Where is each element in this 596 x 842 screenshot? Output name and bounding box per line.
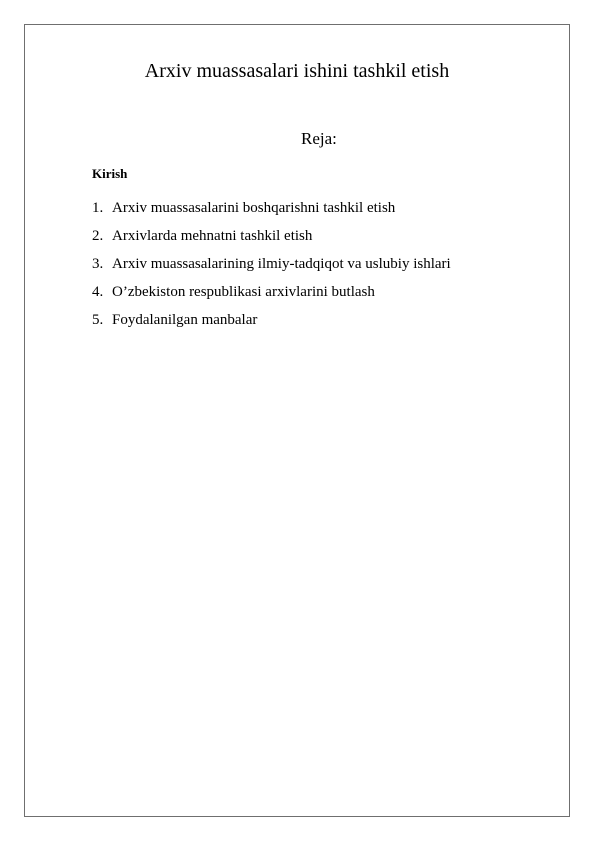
list-item-text: Arxivlarda mehnatni tashkil etish: [112, 228, 313, 244]
plan-heading: Reja:: [301, 129, 337, 148]
list-item: [92, 227, 451, 255]
list-item-number: 3.: [92, 256, 104, 272]
plan-list: [92, 199, 451, 339]
list-item-text: Arxiv muassasalarini boshqarishni tashkil etish: [112, 200, 396, 216]
document-title: Arxiv muassasalari ishini tashkil etish: [144, 60, 450, 82]
list-item-number: 1.: [92, 200, 104, 216]
list-item-text: Foydalanilgan manbalar: [112, 312, 258, 328]
page-border: [24, 24, 570, 817]
list-item-text: Arxiv muassasalarining ilmiy-tadqiqot va uslubiy ishlari: [112, 256, 451, 272]
list-item-number: 4.: [92, 284, 104, 300]
list-item-number: 2.: [92, 228, 104, 244]
list-item: [92, 255, 451, 283]
list-item: [92, 199, 451, 227]
list-item-number: 5.: [92, 312, 104, 328]
list-item: [92, 283, 451, 311]
list-item: [92, 311, 451, 339]
list-item-text: O’zbekiston respublikasi arxivlarini butlash: [112, 284, 375, 300]
intro-label: Kirish: [92, 166, 128, 181]
